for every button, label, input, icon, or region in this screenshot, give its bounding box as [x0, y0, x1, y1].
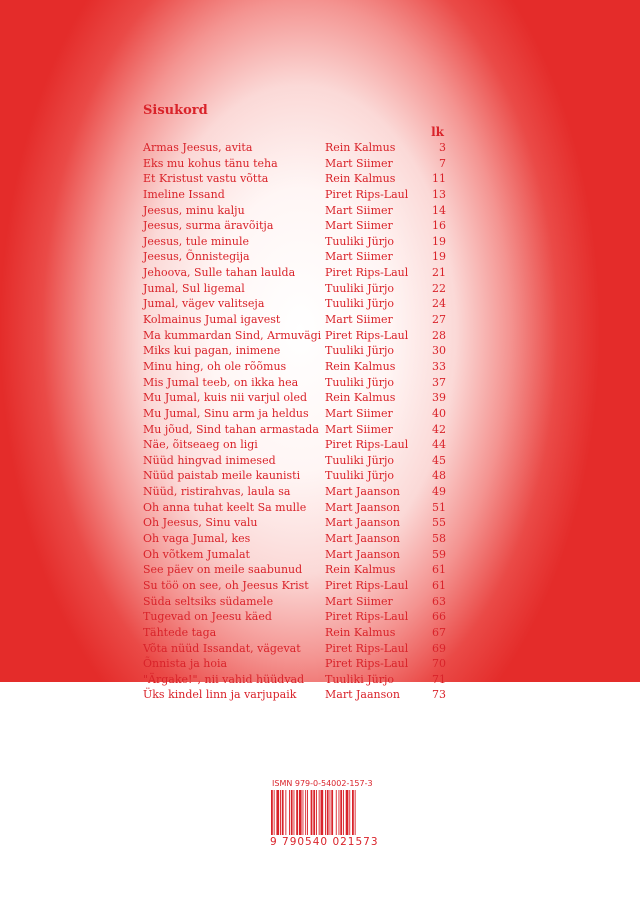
- toc-entry-title: Üks kindel linn ja varjupaik: [143, 688, 297, 702]
- toc-entry-title: Jeesus, minu kalju: [143, 203, 245, 217]
- toc-entry-author: Mart Jaanson: [325, 485, 400, 499]
- toc-entry-author: Mart Siimer: [325, 422, 393, 436]
- toc-entry-page: 7: [439, 156, 446, 170]
- toc-entry-page: 3: [439, 141, 446, 154]
- toc-entry: [143, 328, 446, 344]
- toc-entry-title: Jehoova, Sulle tahan laulda: [143, 266, 296, 280]
- toc-entry: [143, 406, 446, 422]
- toc-entry-page: 11: [432, 172, 446, 186]
- toc-entry-author: Rein Kalmus: [325, 141, 396, 154]
- toc-entry-author: Rein Kalmus: [325, 172, 396, 186]
- toc-entry-title: Tugevad on Jeesu käed: [143, 610, 272, 624]
- toc-entry: [143, 578, 446, 594]
- toc-entry: [143, 672, 446, 688]
- toc-entry-page: 55: [432, 516, 446, 530]
- toc-entry-page: 30: [432, 344, 446, 358]
- toc-entry: [143, 390, 446, 406]
- toc-entry-page: 45: [432, 453, 446, 467]
- toc-entry: [143, 641, 446, 657]
- toc-entry-page: 67: [432, 625, 446, 639]
- toc-entry-title: Mu Jumal, kuis nii varjul oled: [143, 391, 308, 405]
- toc-entry: [143, 156, 446, 172]
- toc-entry-author: Mart Jaanson: [325, 500, 400, 514]
- toc-entry-page: 13: [432, 187, 446, 201]
- toc-entry-page: 19: [432, 234, 446, 248]
- toc-entry-title: Eks mu kohus tänu teha: [143, 156, 278, 170]
- toc-entry-title: Tähtede taga: [143, 625, 217, 639]
- toc-entry-title: Imeline Issand: [143, 187, 225, 201]
- toc-entry-title: Oh anna tuhat keelt Sa mulle: [143, 500, 307, 514]
- toc-entry-title: Nüüd hingvad inimesed: [143, 453, 276, 467]
- toc-entry-author: Piret Rips-Laul: [325, 641, 409, 655]
- toc-entry-page: 49: [432, 485, 446, 499]
- toc-entry: [143, 359, 446, 375]
- toc-entry: [143, 609, 446, 625]
- toc-entry: [143, 312, 446, 328]
- toc-entry-title: Jeesus, Õnnistegija: [143, 250, 250, 264]
- barcode-number: 9 790540 021573: [270, 836, 379, 848]
- toc-entry-author: Tuuliki Jürjo: [325, 375, 395, 389]
- toc-entry-title: Nüüd, ristirahvas, laula sa: [143, 485, 291, 499]
- toc-entry: [143, 625, 446, 641]
- toc-entry-page: 61: [432, 578, 446, 592]
- toc-entry: [143, 500, 446, 516]
- toc-entry-title: Oh Jeesus, Sinu valu: [143, 516, 258, 530]
- toc-entry-author: Rein Kalmus: [325, 625, 396, 639]
- toc-entry-author: Piret Rips-Laul: [325, 657, 409, 671]
- toc-entry-page: 40: [432, 406, 446, 420]
- toc-entry-author: Mart Siimer: [325, 219, 393, 233]
- toc-entry-author: Mart Jaanson: [325, 516, 400, 530]
- toc-entry-title: Nüüd paistab meile kaunisti: [143, 469, 301, 483]
- toc-entry: [143, 343, 446, 359]
- toc-entry: [143, 515, 446, 531]
- toc-entry: [143, 375, 446, 391]
- toc-entry-author: Piret Rips-Laul: [325, 187, 409, 201]
- toc-entry: [143, 484, 446, 500]
- toc-entry-page: 51: [432, 500, 446, 514]
- toc-entry: [143, 594, 446, 610]
- toc-entry-page: 69: [432, 641, 446, 655]
- toc-entry-title: Mu jõud, Sind tahan armastada: [143, 422, 319, 436]
- toc-entry: [143, 687, 446, 703]
- toc-entry-title: Minu hing, oh ole rõõmus: [143, 359, 287, 373]
- toc-entry-title: Õnnista ja hoia: [143, 657, 228, 671]
- toc-entry: [143, 296, 446, 312]
- toc-entry-title: See päev on meile saabunud: [143, 563, 303, 577]
- toc-entry-page: 33: [432, 359, 446, 373]
- toc-entry-title: Oh võtkem Jumalat: [143, 547, 250, 561]
- toc-entry-author: Tuuliki Jürjo: [325, 469, 395, 483]
- toc-entry-title: Jeesus, tule minule: [143, 234, 249, 248]
- toc-entry-author: Mart Siimer: [325, 203, 393, 217]
- toc-entry: [143, 234, 446, 250]
- toc-entry: [143, 265, 446, 281]
- toc-entry-title: Süda seltsiks südamele: [143, 594, 274, 608]
- toc-entry-page: 59: [432, 547, 446, 561]
- toc-entry-author: Mart Jaanson: [325, 547, 400, 561]
- toc-entry-author: Tuuliki Jürjo: [325, 344, 395, 358]
- toc-entry-author: Piret Rips-Laul: [325, 328, 409, 342]
- toc-entry-page: 71: [432, 672, 446, 686]
- toc-entry: [143, 281, 446, 297]
- toc-entry-author: Mart Jaanson: [325, 688, 400, 702]
- toc-entry: [143, 218, 446, 234]
- toc-entry-page: 42: [432, 422, 446, 436]
- toc-entry-page: 63: [432, 594, 446, 608]
- toc-entry-page: 16: [432, 219, 446, 233]
- toc-entry-author: Tuuliki Jürjo: [325, 281, 395, 295]
- toc-entry: [143, 187, 446, 203]
- toc-entry: [143, 249, 446, 265]
- toc-entry-title: Näe, õitseaeg on ligi: [143, 438, 258, 452]
- toc-entry: [143, 437, 446, 453]
- toc-entry: [143, 656, 446, 672]
- toc-entry: [143, 140, 446, 156]
- toc-entry-page: 14: [432, 203, 446, 217]
- toc-entry-page: 66: [432, 610, 446, 624]
- toc-entry-author: Mart Siimer: [325, 156, 393, 170]
- toc-entry-author: Rein Kalmus: [325, 359, 396, 373]
- toc-entry-author: Piret Rips-Laul: [325, 610, 409, 624]
- toc-entry-author: Piret Rips-Laul: [325, 266, 409, 280]
- toc-entry-title: Mu Jumal, Sinu arm ja heldus: [143, 406, 309, 420]
- toc-entry-author: Mart Siimer: [325, 313, 393, 327]
- toc-entry: [143, 171, 446, 187]
- toc-entry-title: Mis Jumal teeb, on ikka hea: [143, 375, 299, 389]
- toc-entry-page: 44: [432, 438, 446, 452]
- toc-entry: [143, 468, 446, 484]
- toc-entry-title: Jeesus, surma äravõitja: [143, 219, 274, 233]
- toc-entry-author: Tuuliki Jürjo: [325, 297, 395, 311]
- toc-entry: [143, 453, 446, 469]
- toc-entry-title: Võta nüüd Issandat, vägevat: [143, 641, 301, 655]
- ismn-label: ISMN 979-0-54002-157-3: [272, 779, 373, 788]
- toc-entry: [143, 547, 446, 563]
- toc-entry-page: 21: [432, 266, 446, 280]
- toc-entry: [143, 562, 446, 578]
- toc-entry: [143, 422, 446, 438]
- toc-entry-page: 22: [432, 281, 446, 295]
- toc-entry-title: Miks kui pagan, inimene: [143, 344, 281, 358]
- toc-entry-page: 19: [432, 250, 446, 264]
- toc-entry-title: Et Kristust vastu võtta: [143, 172, 269, 186]
- toc-entry-page: 73: [432, 688, 446, 702]
- toc-entry-author: Tuuliki Jürjo: [325, 234, 395, 248]
- toc-entry-title: "Ärgake!", nii vahid hüüdvad: [143, 672, 305, 686]
- toc-entry-author: Mart Jaanson: [325, 532, 400, 546]
- barcode-block: [270, 778, 390, 849]
- toc-heading: Sisukord: [143, 103, 208, 118]
- toc-entry-page: 70: [432, 657, 446, 671]
- toc-entry-page: 37: [432, 375, 446, 389]
- toc-entry-page: 28: [432, 328, 446, 342]
- toc-entry-title: Su töö on see, oh Jeesus Krist: [143, 578, 309, 592]
- toc-entry-title: Jumal, Sul ligemal: [143, 281, 245, 295]
- toc-entry-page: 48: [432, 469, 446, 483]
- toc-entry-title: Ma kummardan Sind, Armuvägi: [143, 328, 322, 342]
- toc-entry-author: Mart Siimer: [325, 594, 393, 608]
- toc-entry-title: Kolmainus Jumal igavest: [143, 313, 281, 327]
- toc-entry: [143, 531, 446, 547]
- toc-entry-author: Mart Siimer: [325, 406, 393, 420]
- toc-entry: [143, 203, 446, 219]
- toc-entry-author: Rein Kalmus: [325, 391, 396, 405]
- page-column-header: lk: [431, 125, 444, 139]
- toc-entry-author: Tuuliki Jürjo: [325, 453, 395, 467]
- toc-entry-page: 27: [432, 313, 446, 327]
- toc-entry-title: Jumal, vägev valitseja: [143, 297, 265, 311]
- toc-entry-page: 61: [432, 563, 446, 577]
- toc-entry-page: 39: [432, 391, 446, 405]
- toc-entry-page: 24: [432, 297, 446, 311]
- barcode-icon: [270, 790, 390, 835]
- toc-list: [143, 140, 446, 703]
- toc-entry-title: Oh vaga Jumal, kes: [143, 532, 251, 546]
- toc-entry-author: Tuuliki Jürjo: [325, 672, 395, 686]
- toc-entry-author: Piret Rips-Laul: [325, 438, 409, 452]
- toc-entry-title: Armas Jeesus, avita: [143, 141, 253, 154]
- toc-entry-author: Rein Kalmus: [325, 563, 396, 577]
- toc-entry-author: Mart Siimer: [325, 250, 393, 264]
- toc-entry-page: 58: [432, 532, 446, 546]
- toc-entry-author: Piret Rips-Laul: [325, 578, 409, 592]
